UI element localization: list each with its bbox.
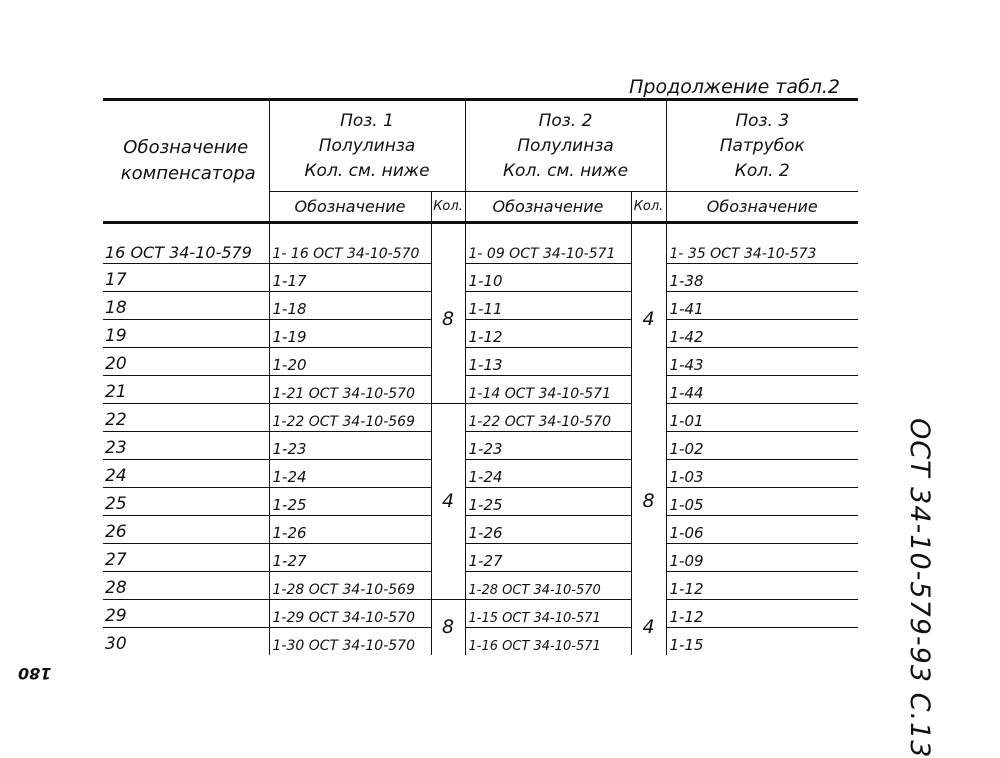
pos1-designation: 1-23 <box>269 432 431 460</box>
table-row <box>103 600 858 628</box>
compensator-number: 24 <box>103 460 269 488</box>
pos1-designation: 1- 16 ОСТ 34-10-570 <box>269 223 431 264</box>
header-pos1: Поз. 1 Полулинза Кол. см. ниже <box>269 100 465 192</box>
pos3-designation: 1-02 <box>666 432 858 460</box>
compensator-number: 25 <box>103 488 269 516</box>
header-pos3: Поз. 3 Патрубок Кол. 2 <box>666 100 858 192</box>
table-row <box>103 460 858 488</box>
pos2-designation: 1- 09 ОСТ 34-10-571 <box>465 223 631 264</box>
table-row <box>103 404 858 432</box>
pos2-designation: 1-16 ОСТ 34-10-571 <box>465 628 631 656</box>
pos3-designation: 1-38 <box>666 264 858 292</box>
pos3-designation: 1-44 <box>666 376 858 404</box>
table-row <box>103 432 858 460</box>
table-row <box>103 264 858 292</box>
subheader-pos2-designation: Обозначение <box>465 192 631 223</box>
pos1-designation: 1-28 ОСТ 34-10-569 <box>269 572 431 600</box>
pos2-designation: 1-10 <box>465 264 631 292</box>
pos2-designation: 1-15 ОСТ 34-10-571 <box>465 600 631 628</box>
table-row <box>103 572 858 600</box>
pos1-designation: 1-17 <box>269 264 431 292</box>
header-compensator-designation: Обозначение компенсатора <box>103 100 269 223</box>
pos1-designation: 1-27 <box>269 544 431 572</box>
pos2-designation: 1-26 <box>465 516 631 544</box>
subheader-pos1-qty: Кол. <box>431 192 465 223</box>
pos1-designation: 1-20 <box>269 348 431 376</box>
pos3-designation: 1-06 <box>666 516 858 544</box>
pos2-designation: 1-23 <box>465 432 631 460</box>
pos3-designation: 1-09 <box>666 544 858 572</box>
pos1-qty: 4 <box>431 404 465 600</box>
pos2-designation: 1-12 <box>465 320 631 348</box>
compensator-number: 29 <box>103 600 269 628</box>
pos1-designation: 1-19 <box>269 320 431 348</box>
pos3-designation: 1- 35 ОСТ 34-10-573 <box>666 223 858 264</box>
pos3-designation: 1-42 <box>666 320 858 348</box>
subheader-pos2-qty: Кол. <box>631 192 666 223</box>
compensator-table <box>103 98 858 655</box>
compensator-number: 23 <box>103 432 269 460</box>
pos3-designation: 1-03 <box>666 460 858 488</box>
compensator-number: 22 <box>103 404 269 432</box>
pos2-qty: 4 <box>631 600 666 656</box>
pos1-designation: 1-29 ОСТ 34-10-570 <box>269 600 431 628</box>
pos3-designation: 1-05 <box>666 488 858 516</box>
pos1-qty: 8 <box>431 223 465 404</box>
pos3-designation: 1-43 <box>666 348 858 376</box>
table-row <box>103 348 858 376</box>
pos1-designation: 1-26 <box>269 516 431 544</box>
table-row <box>103 376 858 404</box>
pos3-designation: 1-15 <box>666 628 858 656</box>
compensator-number: 17 <box>103 264 269 292</box>
header-pos2: Поз. 2 Полулинза Кол. см. ниже <box>465 100 666 192</box>
compensator-number: 18 <box>103 292 269 320</box>
pos3-designation: 1-12 <box>666 600 858 628</box>
pos1-qty: 8 <box>431 600 465 656</box>
document-code-stamp: ОСТ 34-10-579-93 С.13 <box>904 418 935 758</box>
compensator-number: 21 <box>103 376 269 404</box>
table-continuation-caption: Продолжение табл.2 <box>629 76 840 98</box>
pos2-designation: 1-13 <box>465 348 631 376</box>
table-row <box>103 292 858 320</box>
table-row <box>103 223 858 264</box>
compensator-number: 27 <box>103 544 269 572</box>
compensator-number: 20 <box>103 348 269 376</box>
compensator-number: 16 ОСТ 34-10-579 <box>103 223 269 264</box>
pos1-designation: 1-21 ОСТ 34-10-570 <box>269 376 431 404</box>
pos1-designation: 1-24 <box>269 460 431 488</box>
compensator-number: 26 <box>103 516 269 544</box>
pos2-designation: 1-22 ОСТ 34-10-570 <box>465 404 631 432</box>
pos1-designation: 1-25 <box>269 488 431 516</box>
table-row <box>103 320 858 348</box>
pos2-designation: 1-28 ОСТ 34-10-570 <box>465 572 631 600</box>
pos3-designation: 1-41 <box>666 292 858 320</box>
pos2-designation: 1-11 <box>465 292 631 320</box>
pos1-designation: 1-18 <box>269 292 431 320</box>
compensator-number: 19 <box>103 320 269 348</box>
subheader-pos3-designation: Обозначение <box>666 192 858 223</box>
pos2-designation: 1-25 <box>465 488 631 516</box>
pos2-qty: 4 <box>631 223 666 404</box>
pos3-designation: 1-01 <box>666 404 858 432</box>
pos2-qty: 8 <box>631 404 666 600</box>
compensator-number: 30 <box>105 634 127 654</box>
pos3-designation: 1-12 <box>666 572 858 600</box>
subheader-pos1-designation: Обозначение <box>269 192 431 223</box>
pos2-designation: 1-24 <box>465 460 631 488</box>
pos1-designation: 1-30 ОСТ 34-10-570 <box>269 628 431 656</box>
table-row <box>103 488 858 516</box>
pos2-designation: 1-14 ОСТ 34-10-571 <box>465 376 631 404</box>
pos2-designation: 1-27 <box>465 544 631 572</box>
table-row <box>103 516 858 544</box>
table-row <box>103 544 858 572</box>
table-row <box>103 628 858 656</box>
pos1-designation: 1-22 ОСТ 34-10-569 <box>269 404 431 432</box>
page-number: 180 <box>18 664 52 683</box>
compensator-number: 28 <box>103 572 269 600</box>
